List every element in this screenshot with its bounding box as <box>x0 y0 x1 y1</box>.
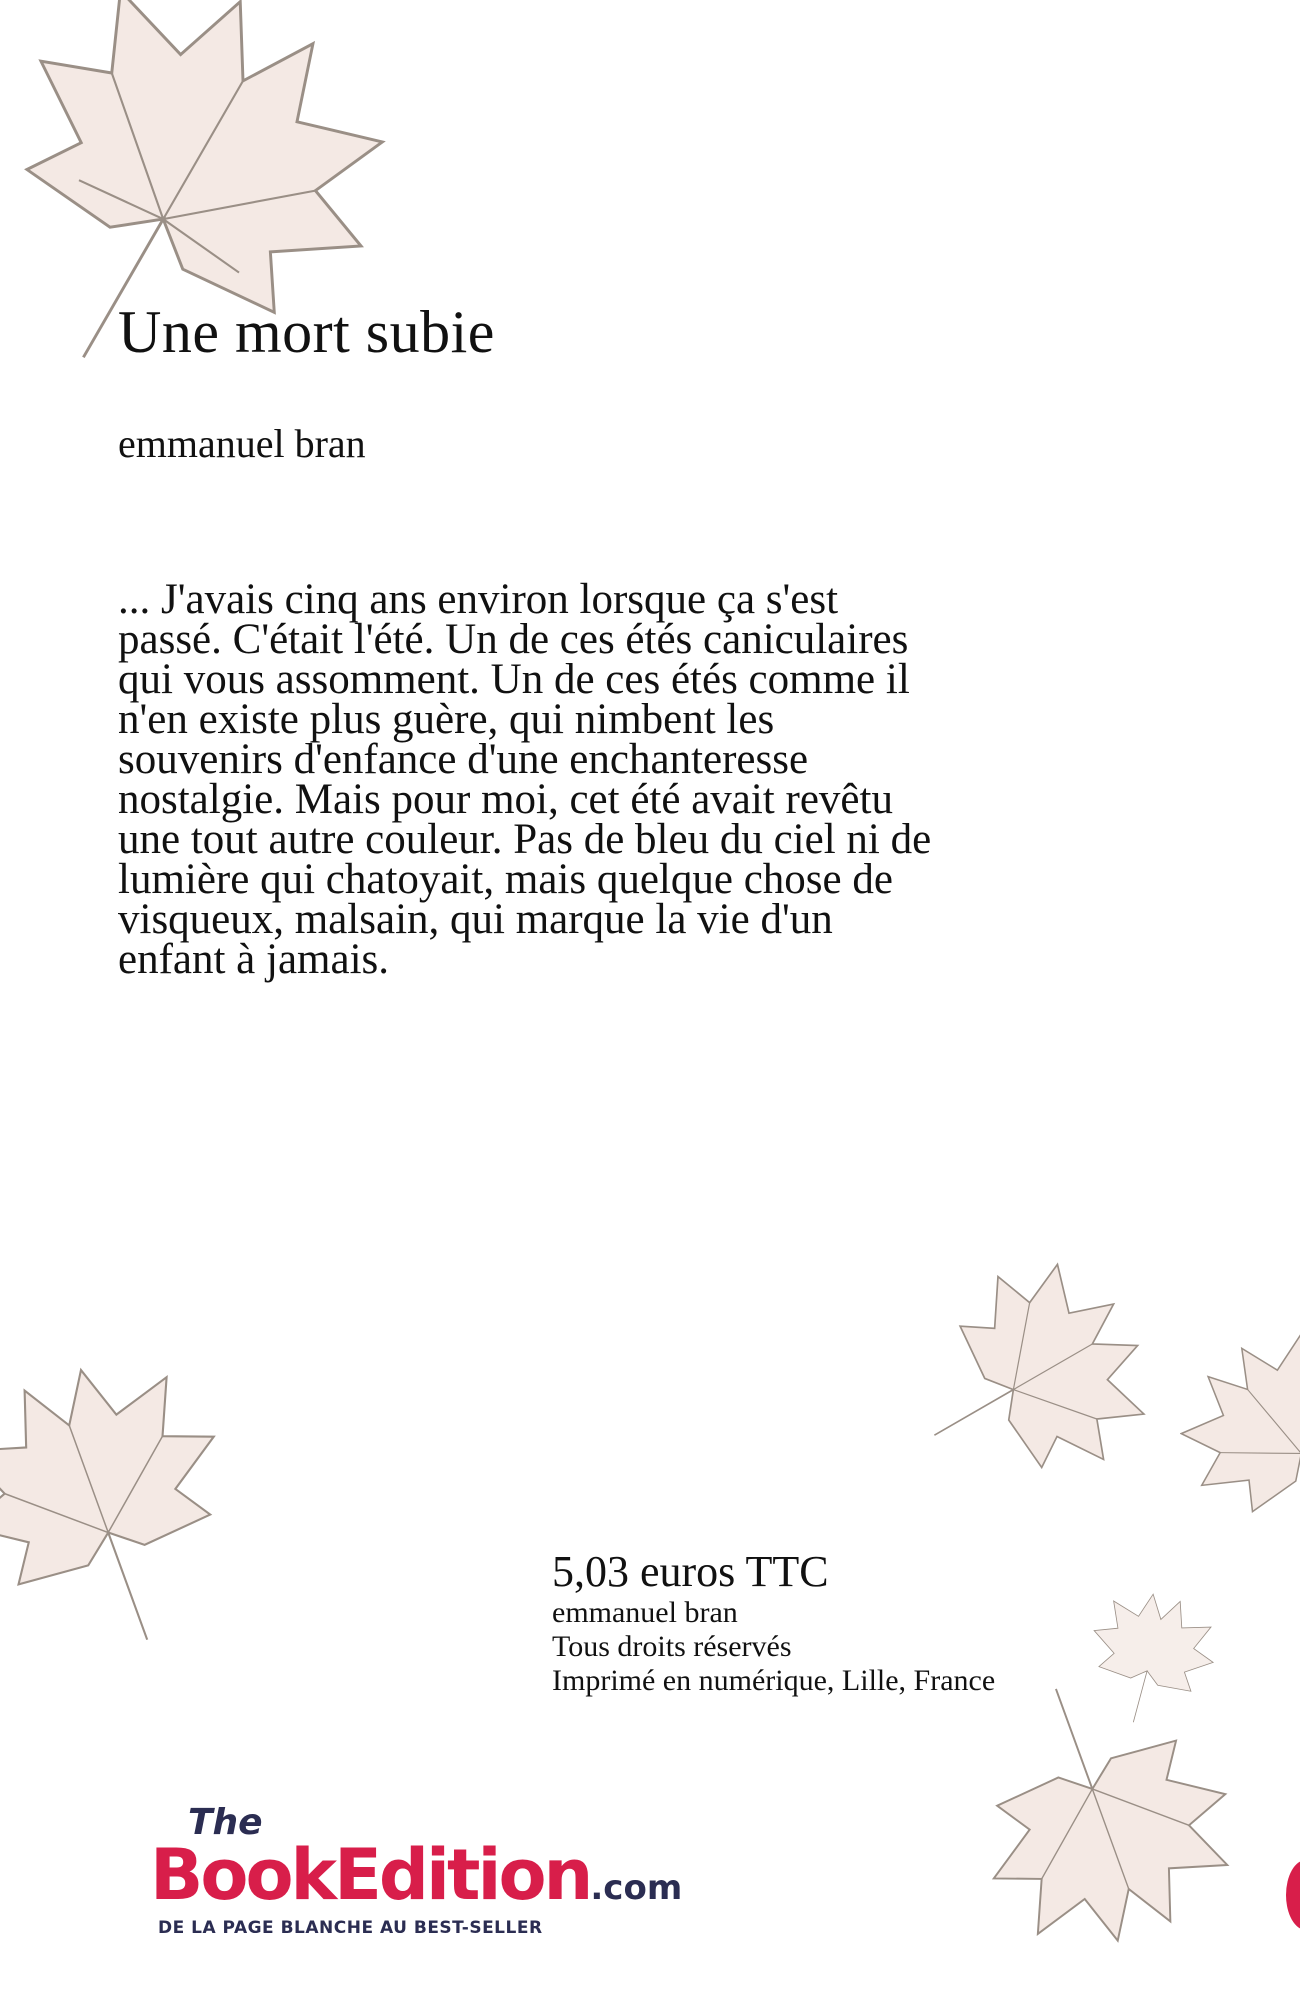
logo-brand: BookEdition <box>150 1834 591 1916</box>
barcode-edge-marker <box>1286 1860 1300 1930</box>
book-title: Une mort subie <box>118 299 495 365</box>
book-author: emmanuel bran <box>118 421 366 466</box>
maple-leaf-icon <box>1080 1560 1220 1760</box>
maple-leaf-icon <box>0 1360 260 1660</box>
rights-notice: Tous droits réservés <box>552 1630 792 1663</box>
back-cover-blurb: ... J'avais cinq ans environ lorsque ça s'est passé. C'était l'été. Un de ces étés caniculaires qui vous assomment. Un de ces étés comme il n'en existe plus guère, qui nimbent les souvenirs d'enfance d'une enchanteresse nostalgie. Mais pour moi, cet été avait revêtu une tout autre couleur. Pas de bleu du ciel ni de lumière qui chatoyait, mais quelque chose de visqueux, malsain, qui marque la vie d'un enfant à jamais. <box>118 576 932 983</box>
logo-wordmark <box>150 1834 683 1926</box>
logo-the: The <box>188 1802 263 1843</box>
imprint-block <box>552 1548 995 1698</box>
logo-tagline: DE LA PAGE BLANCHE AU BEST-SELLER <box>158 1918 543 1938</box>
logo-domain: .com <box>590 1868 683 1908</box>
maple-leaf-icon <box>890 1260 1170 1500</box>
price: 5,03 euros TTC <box>552 1547 829 1596</box>
print-location: Imprimé en numérique, Lille, France <box>552 1664 996 1697</box>
imprint-author: emmanuel bran <box>552 1596 738 1629</box>
maple-leaf-icon <box>1180 1320 1300 1560</box>
